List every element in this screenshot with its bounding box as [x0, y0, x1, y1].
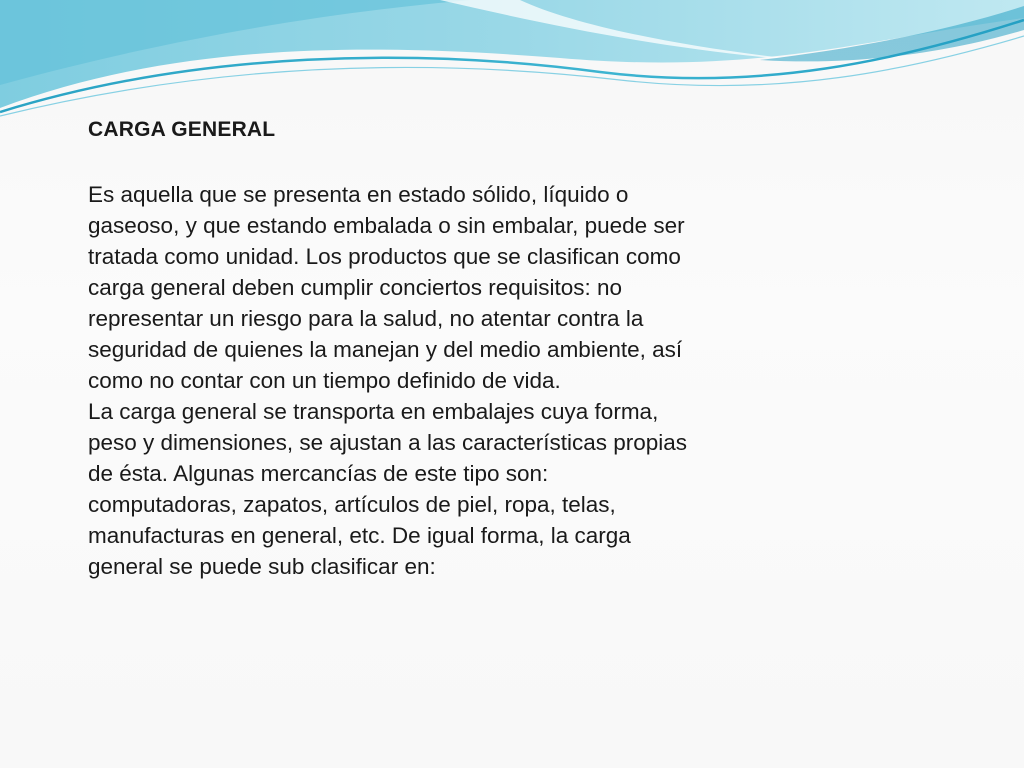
paragraph-transport: La carga general se transporta en embalajes cuya forma, peso y dimensiones, se ajustan a las características propias de ésta. Algunas mercancías de este tipo son: computadoras, zapatos, artículos de piel, ropa, telas, manufacturas en general, etc. De igual forma, la carga general se puede sub clasificar en: — [88, 399, 688, 579]
slide-title: CARGA GENERAL — [88, 118, 276, 141]
paragraph-definition: Es aquella que se presenta en estado sólido, líquido o gaseoso, y que estando embalada o sin embalar, puede ser tratada como unidad. Los productos que se clasifican como carga general deben cumplir conciertos requisitos: no representar un riesgo para la salud, no atentar contra la seguridad de quienes la manejan y del medio ambiente, así como no contar con un tiempo definido de vida. — [88, 182, 685, 393]
header-wave-decoration — [0, 0, 1024, 130]
slide-content — [88, 113, 688, 582]
